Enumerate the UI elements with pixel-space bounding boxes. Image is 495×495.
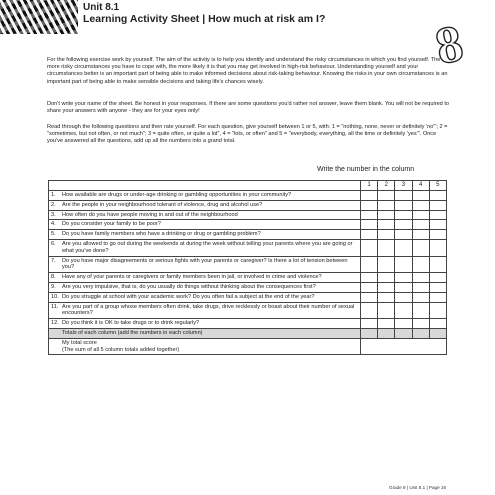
answer-cell-5[interactable] (429, 302, 446, 319)
answer-cell-3[interactable] (395, 319, 412, 329)
answer-cell-3[interactable] (395, 273, 412, 283)
question-text: Are the people in your neighbourhood tolerant of violence, drug and alcohol use? (62, 201, 263, 208)
answer-cell-3[interactable] (395, 302, 412, 319)
question-row (49, 220, 447, 230)
question-cell (49, 239, 361, 256)
answer-cell-4[interactable] (412, 220, 429, 230)
column-total-cell-3[interactable] (395, 328, 412, 338)
grade-number-glyph: 8 (430, 14, 468, 74)
question-cell (49, 200, 361, 210)
totals-row (49, 328, 447, 338)
answer-cell-5[interactable] (429, 256, 446, 273)
answer-cell-2[interactable] (378, 319, 395, 329)
answer-cell-4[interactable] (412, 210, 429, 220)
table-header-row (49, 181, 447, 191)
question-number: 12. (51, 320, 59, 327)
page-title: Learning Activity Sheet | How much at risk am I? (83, 13, 326, 25)
question-text: How often do you have people moving in and out of the neighbourhood (62, 211, 238, 218)
answer-cell-2[interactable] (378, 273, 395, 283)
question-text: Do you have major disagreements or serious fights with your parents or caregiver? Is there a lot of tension between you? (62, 257, 348, 271)
question-number: 10. (51, 293, 59, 300)
answer-cell-4[interactable] (412, 319, 429, 329)
question-number: 1. (51, 192, 56, 198)
answer-cell-4[interactable] (412, 230, 429, 240)
answer-cell-1[interactable] (361, 210, 378, 220)
question-number: 7. (51, 257, 56, 264)
question-row (49, 302, 447, 319)
question-row (49, 210, 447, 220)
answer-cell-5[interactable] (429, 319, 446, 329)
answer-cell-4[interactable] (412, 273, 429, 283)
question-cell (49, 292, 361, 302)
answer-cell-2[interactable] (378, 230, 395, 240)
column-header-2: 2 (378, 181, 395, 191)
question-cell (49, 210, 361, 220)
column-total-cell-5[interactable] (429, 328, 446, 338)
question-cell (49, 319, 361, 329)
answer-cell-2[interactable] (378, 292, 395, 302)
answer-cell-3[interactable] (395, 210, 412, 220)
question-text: Are you allowed to go out during the weekends at during the week without telling your parents where you are going or what you've done? (62, 240, 353, 254)
answer-cell-2[interactable] (378, 191, 395, 201)
answer-cell-3[interactable] (395, 292, 412, 302)
answer-cell-5[interactable] (429, 273, 446, 283)
question-row (49, 256, 447, 273)
column-header-4: 4 (412, 181, 429, 191)
column-header-3: 3 (395, 181, 412, 191)
column-total-cell-2[interactable] (378, 328, 395, 338)
answer-cell-3[interactable] (395, 220, 412, 230)
question-text: Do you consider your family to be poor? (62, 221, 161, 228)
answer-cell-2[interactable] (378, 302, 395, 319)
answer-cell-3[interactable] (395, 282, 412, 292)
answer-cell-1[interactable] (361, 282, 378, 292)
question-cell (49, 256, 361, 273)
question-row (49, 282, 447, 292)
answer-cell-4[interactable] (412, 256, 429, 273)
answer-cell-4[interactable] (412, 239, 429, 256)
question-row (49, 239, 447, 256)
answer-cell-1[interactable] (361, 200, 378, 210)
question-text: Are you part of a group whose members often drink, take drugs, drive recklessly or boast about their number of sexual encounters? (62, 303, 355, 317)
answer-cell-5[interactable] (429, 239, 446, 256)
question-number: 9. (51, 283, 56, 290)
question-number: 4. (51, 221, 56, 228)
answer-cell-1[interactable] (361, 292, 378, 302)
answer-cell-5[interactable] (429, 210, 446, 220)
question-text: Have any of your parents or caregivers or family members been in jail, or involved in crime and violence? (62, 274, 322, 281)
question-number: 11. (51, 303, 59, 310)
answer-cell-4[interactable] (412, 200, 429, 210)
answer-cell-1[interactable] (361, 239, 378, 256)
question-cell (49, 273, 361, 283)
answer-cell-1[interactable] (361, 273, 378, 283)
header-blank-cell (49, 181, 361, 191)
answer-cell-5[interactable] (429, 230, 446, 240)
my-total-note: (The sum of all 5 column totals added together) (62, 346, 180, 353)
question-cell (49, 191, 361, 201)
answer-cell-2[interactable] (378, 256, 395, 273)
question-row (49, 273, 447, 283)
answer-cell-1[interactable] (361, 256, 378, 273)
question-number: 2. (51, 201, 56, 208)
question-number: 6. (51, 240, 56, 247)
answer-cell-1[interactable] (361, 191, 378, 201)
column-header-1: 1 (361, 181, 378, 191)
answer-cell-2[interactable] (378, 210, 395, 220)
question-row (49, 230, 447, 240)
answer-cell-5[interactable] (429, 191, 446, 201)
question-text: How available are drugs or under-age drinking or gambling opportunities in your community? (62, 192, 292, 198)
unit-label: Unit 8.1 (83, 2, 120, 13)
answer-cell-5[interactable] (429, 200, 446, 210)
answer-cell-1[interactable] (361, 230, 378, 240)
question-text: Do you have family members who have a drinking or drug or gambling problem? (62, 231, 261, 238)
question-cell (49, 282, 361, 292)
column-total-cell-4[interactable] (412, 328, 429, 338)
my-total-score-cell[interactable] (361, 338, 447, 355)
answer-cell-4[interactable] (412, 302, 429, 319)
question-text: Do you think it is OK to take drugs or to drink regularly? (62, 320, 200, 327)
my-total-row (49, 338, 447, 355)
answer-cell-1[interactable] (361, 220, 378, 230)
question-number: 3. (51, 211, 56, 218)
column-caption: Write the number in the column (317, 166, 415, 173)
column-total-cell-1[interactable] (361, 328, 378, 338)
answer-cell-1[interactable] (361, 319, 378, 329)
question-row (49, 191, 447, 201)
zebra-stripe-graphic (0, 0, 78, 34)
totals-label: Totals of each column (add the numbers in each column) (49, 328, 361, 338)
column-header-5: 5 (429, 181, 446, 191)
answer-cell-1[interactable] (361, 302, 378, 319)
question-cell (49, 220, 361, 230)
answer-cell-4[interactable] (412, 191, 429, 201)
question-row (49, 200, 447, 210)
question-row (49, 319, 447, 329)
my-total-label-cell (49, 338, 361, 355)
answer-cell-5[interactable] (429, 220, 446, 230)
question-number: 8. (51, 274, 56, 281)
question-cell (49, 230, 361, 240)
answer-cell-2[interactable] (378, 239, 395, 256)
question-cell (49, 302, 361, 319)
answer-cell-4[interactable] (412, 292, 429, 302)
answer-cell-3[interactable] (395, 239, 412, 256)
answer-cell-5[interactable] (429, 282, 446, 292)
question-text: Do you struggle at school with your academic work? Do you often fail a subject at the end of the year? (62, 293, 315, 300)
my-total-label: My total score (62, 339, 97, 346)
answer-cell-3[interactable] (395, 230, 412, 240)
answer-cell-2[interactable] (378, 282, 395, 292)
answer-cell-3[interactable] (395, 200, 412, 210)
answer-cell-5[interactable] (429, 292, 446, 302)
answer-cell-4[interactable] (412, 282, 429, 292)
intro-paragraph-2: Don't write your name of the sheet. Be honest in your responses. If there are some questions you'd rather not answer, leave them blank. You will not be required to share your answers with anyone - they are for your eyes only! (47, 101, 450, 115)
intro-paragraph-3: Read through the following questions and then rate yourself. For each question, give yourself between 1 or 5, with: 1 = "nothing, none, never or definitely 'no'"; 2 = "sometimes, but not often, or not much"; 3 = quite often, or quite a lot", 4 = "lots, or often" and 5 = "everybody, everything, all the time or definitely 'yes'". Once you've answered all the questions, add up all the numbers into a grand total. (47, 124, 448, 145)
question-row (49, 292, 447, 302)
page-footer: Grade 8 | Unit 8.1 | Page 16 (389, 485, 447, 490)
question-text: Are you very impulsive, that is, do you usually do things without thinking about the consequences first? (62, 283, 316, 290)
question-number: 5. (51, 231, 56, 238)
risk-rating-table (48, 180, 447, 355)
answer-cell-2[interactable] (378, 220, 395, 230)
answer-cell-3[interactable] (395, 191, 412, 201)
answer-cell-3[interactable] (395, 256, 412, 273)
answer-cell-2[interactable] (378, 200, 395, 210)
intro-paragraph-1: For the following exercise work by yourself. The aim of the activity is to help you identify and understand the risky circumstances in which you find yourself. The more risky circumstances you have to cope with, the more likely it is that you may get involved in high-risk behaviour. Understanding yourself and your circumstances better is an important part of being able to make informed decisions about risk-taking behaviour. Knowing the risks in your own circumstances is an important part of being able to make sensible decisions and taking life's chances wisely. (47, 57, 448, 85)
